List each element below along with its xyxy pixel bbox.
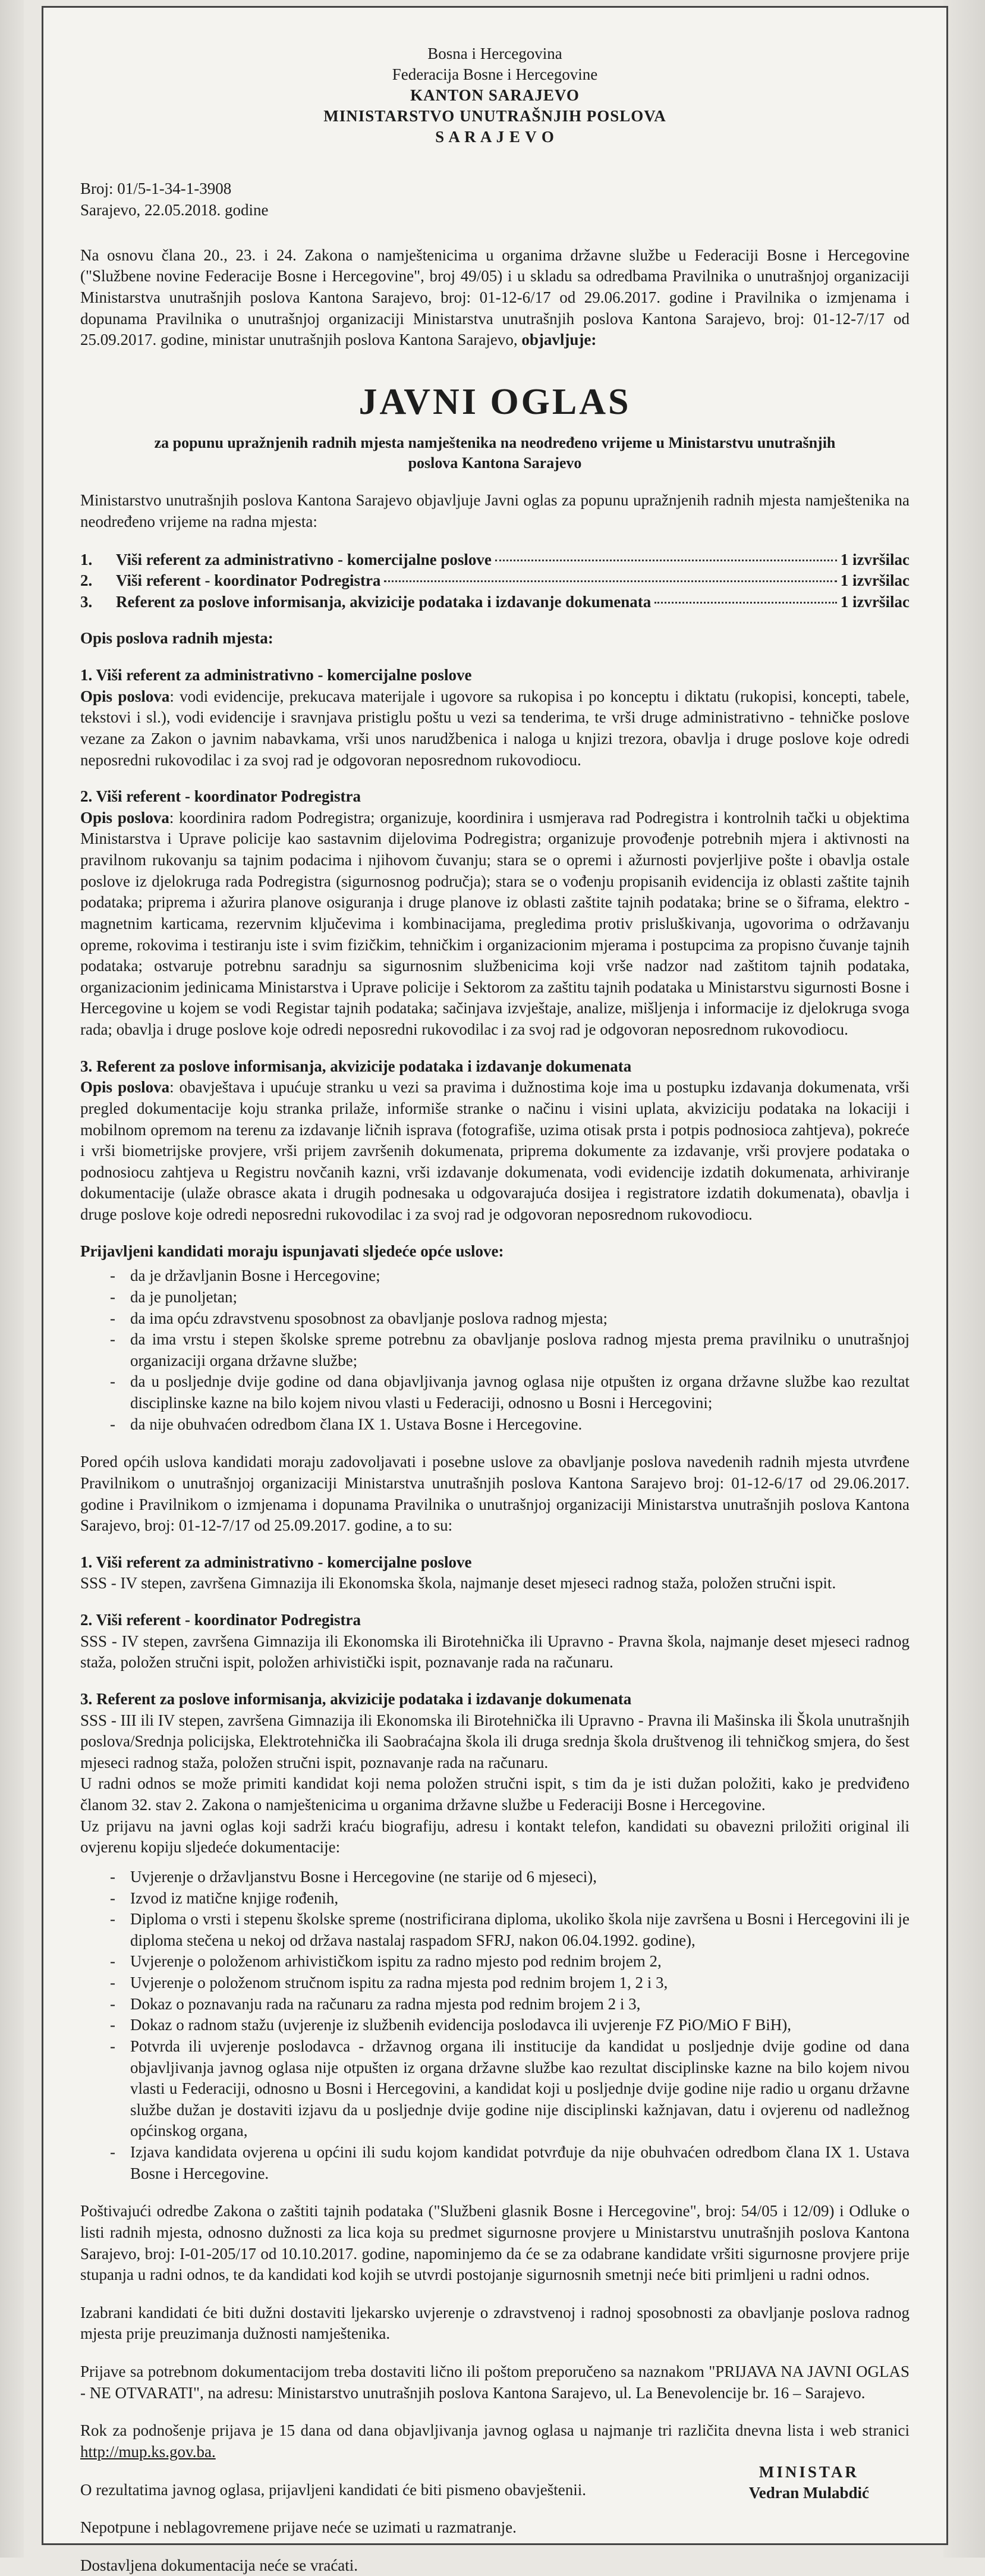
header-line-country: Bosna i Hercegovina — [427, 45, 562, 62]
header-line-federation: Federacija Bosne i Hercegovine — [392, 65, 598, 84]
list-item: - Dokaz o radnom stažu (uvjerenje iz službenih evidencija poslodavca ili uvjerenje FZ PiO/MiO F BiH), — [110, 2015, 910, 2036]
list-item: - Izvod iz matične knjige rođenih, — [110, 1888, 910, 1909]
position-number: 2. — [80, 571, 93, 590]
header-line-canton: KANTON SARAJEVO — [410, 86, 580, 105]
opis-label: Opis poslova — [80, 687, 170, 705]
notice-subtitle: za popunu upražnjenih radnih mjesta namještenika na neodređeno vrijeme u Ministarstvu unutrašnjih poslova Kantona Sarajevo — [154, 433, 836, 472]
opis-label: Opis poslova — [80, 1078, 170, 1097]
general-conditions-list — [80, 1265, 910, 1435]
announce-paragraph: Ministarstvo unutrašnjih poslova Kantona Sarajevo objavljuje Javni oglas za popunu upražnjenih radnih mjesta namještenika na neodređeno vrijeme na radna mjesta: — [80, 491, 910, 530]
list-item: - da ima vrstu i stepen školske spreme potrebnu za obavljanje poslova radnog mjesta prema pravilniku o unutrašnjoj organizaciji organa državne službe; — [110, 1329, 910, 1371]
intro-paragraph — [80, 245, 910, 351]
special-condition-title: 1. Viši referent za administrativno - komercijalne poslove — [80, 1553, 472, 1571]
dot-leader — [384, 580, 836, 582]
list-item: - Diploma o vrsti i stepenu školske spreme (nostrificirana diploma, ukoliko škola nije završena u Bosni i Hercegovini ili je diploma stečena u nekoj od država nastalaj raspadom SFRJ, nakon 06.04.1992. godine), — [110, 1909, 910, 1951]
dot-leader — [654, 602, 837, 604]
job-description-text — [80, 808, 910, 1041]
list-item: - da nije obuhvaćen odredbom člana IX 1. Ustava Bosne i Hercegovine. — [110, 1414, 910, 1435]
notification-paragraph: O rezultatima javnog oglasa, prijavljeni kandidati će biti pismeno obavještenii. — [80, 2480, 587, 2499]
required-documents-list — [80, 1867, 910, 2184]
reference-date: Sarajevo, 22.05.2018. godine — [80, 201, 269, 219]
special-condition-1 — [80, 1552, 910, 1594]
job-description-2 — [80, 786, 910, 1041]
newspaper-right-margin — [943, 0, 985, 2558]
deadline-text: Rok za podnošenje prijava je 15 dana od dana objavljivanja javnog oglasa u najmanje tri različita dnevna lista i web stranici — [80, 2421, 910, 2440]
job-descriptions-heading: Opis poslova radnih mjesta: — [80, 629, 273, 648]
intro-bold: objavljuje: — [521, 331, 597, 349]
special-condition-text: SSS - III ili IV stepen, završena Gimnazija ili Ekonomska ili Birotehnička ili Upravno - Pravna ili Mašinska ili Škola unutrašnjih poslova/Srednja policijska, Elektrotehnička ili Saobraćajna škola ili druga srednja škola društvenog ili tehničkog smjera, do šest mjeseci radnog staža, položen stručni ispit, poznavanje rada na računaru. — [80, 1711, 910, 1771]
list-item: - Uvjerenje o položenom arhivističkom ispitu za radno mjesto pod rednim brojem 2, — [110, 1951, 910, 1972]
job-description-title: 1. Viši referent za administrativno - komercijalne poslove — [80, 666, 472, 684]
special-condition-2 — [80, 1610, 910, 1673]
deadline-paragraph — [80, 2420, 910, 2462]
security-check-paragraph: Poštivajući odredbe Zakona o zaštiti tajnih podataka ("Službeni glasnik Bosne i Hercegovine", broj: 54/05 i 12/09) i Odluke o listi radnih mjesta, odnosno dužnosti za lica koja su predmet sigurnosne provjere u Ministarstvu unutrašnjih poslova Kantona Sarajevo, broj: I-01-205/17 od 10.10.2017. godine, napominjemo da će se za odabrane kandidate vršiti sigurnosne provjere prije stupanja u radni odnos, te da kandidati kod kojih se utvrdi postojanje sigurnosnih smetnji neće biti primljeni u radni odnos. — [80, 2202, 910, 2284]
submission-paragraph: Prijave sa potrebnom dokumentacijom treba dostaviti lično ili poštom preporučeno sa naznakom "PRIJAVA NA JAVNI OGLAS - NE OTVARATI", na adresu: Ministarstvo unutrašnjih poslova Kantona Sarajevo, ul. La Benevolencije br. 16 – Sarajevo. — [80, 2363, 910, 2402]
list-item: - da je državljanin Bosne i Hercegovine; — [110, 1265, 910, 1287]
special-condition-text: SSS - IV stepen, završena Gimnazija ili Ekonomska škola, najmanje deset mjeseci radnog staža, položen stručni ispit. — [80, 1574, 836, 1592]
positions-list — [80, 549, 910, 613]
list-item: - Potvrda ili uvjerenje poslodavca - državnog organa ili institucije da kandidat u posljednje dvije godine od dana objavljivanja javnog oglasa nije otpušten iz organa državne službe kao rezultat disciplinske kazne na bilo kojem nivou vlasti u Federaciji, odnosno u Bosni i Hercegovini, a kandidat koji u posljednje dvije godine nije radio u organu državne službe dužan je dostaviti izjavu da u posljednje dvije godine nije disciplinski kažnjavan, datu i ovjerenu od nadležnog općinskog organa, — [110, 2036, 910, 2142]
special-conditions-intro: Pored općih uslova kandidati moraju zadovoljavati i posebne uslove za obavljanje poslova navedenih radnih mjesta utvrđene Pravilnikom o unutrašnjoj organizaciji Ministarstva unutrašnjih poslova Kantona Sarajevo broj: 01-12-6/17 od 29.06.2017. godine i Pravilnikom o izmjenama i dopunama Pravilnika o unutrašnjoj organizaciji Ministarstva unutrašnjih poslova Kantona Sarajevo, broj: 01-12-7/17 od 25.09.2017. godine, a to su: — [80, 1453, 910, 1535]
opis-label: Opis poslova — [80, 808, 169, 827]
job-description-1 — [80, 665, 910, 771]
intro-text: Na osnovu člana 20., 23. i 24. Zakona o namještenicima u organima državne službe u Federaciji Bosne i Hercegovine ("Službene novine Federacije Bosne i Hercegovine", broj 49/05) i u skladu sa odredbama Pravilnika o unutrašnjoj organizaciji Ministarstva unutrašnjih poslova Kantona Sarajevo, broj: 01-12-6/17 od 29.06.2017. godine i Pravilnika o izmjenama i dopunama Pravilnika o unutrašnjoj organizaciji Ministarstva unutrašnjih poslova Kantona Sarajevo, broj: 01-12-7/17 od 25.09.2017. godine, ministar unutrašnjih poslova Kantona Sarajevo, — [80, 246, 910, 349]
position-number: 3. — [80, 592, 93, 611]
list-item: - Izjava kandidata ovjerena u općini ili sudu kojom kandidat potvrđuje da nije obuhvaćen odredbom člana IX 1. Ustava Bosne i Hercegovine. — [110, 2142, 910, 2184]
special-condition-text: SSS - IV stepen, završena Gimnazija ili Ekonomska ili Birotehnička ili Upravno - Pravna škola, najmanje deset mjeseci radnog staža, položen stručni ispit, položen arhivistički ispit, poznavanje rada na računaru. — [80, 1632, 910, 1672]
position-title: Viši referent - koordinator Podregistra — [116, 571, 381, 590]
position-title: Viši referent za administrativno - komercijalne poslove — [116, 550, 492, 568]
document-header — [80, 43, 910, 147]
newspaper-left-margin — [0, 0, 24, 2558]
special-condition-3 — [80, 1689, 910, 1858]
job-description-text — [80, 686, 910, 771]
position-count: 1 izvršilac — [840, 571, 910, 590]
special-condition-title: 3. Referent za poslove informisanja, akvizicije podataka i izdavanje dokumenata — [80, 1689, 632, 1708]
exam-note: U radni odnos se može primiti kandidat koji nema položen stručni ispit, s tim da je isti dužan položiti, kako je predviđeno članom 32. stav 2. Zakona o namještenicima u organima državne službe u Federaciji Bosne i Hercegovine. — [80, 1774, 910, 1814]
notice-title: JAVNI OGLAS — [358, 381, 631, 422]
header-line-city: S A R A J E V O — [435, 128, 555, 146]
website-link[interactable]: http://mup.ks.gov.ba. — [80, 2442, 216, 2461]
list-item: - Uvjerenje o državljanstvu Bosne i Hercegovine (ne starije od 6 mjeseci), — [110, 1867, 910, 1888]
signature-name: Vedran Mulabdić — [748, 2484, 869, 2502]
list-item: - Uvjerenje o položenom stručnom ispitu za radna mjesta pod rednim brojem 1, 2 i 3, — [110, 1972, 910, 1994]
header-line-ministry: MINISTARSTVO UNUTRAŠNJIH POSLOVA — [323, 107, 666, 125]
job-description-text — [80, 1077, 910, 1225]
general-conditions-heading: Prijavljeni kandidati moraju ispunjavati sljedeće opće uslove: — [80, 1242, 504, 1260]
medical-certificate-paragraph: Izabrani kandidati će biti dužni dostaviti ljekarsko uvjerenje o zdravstvenoj i radnoj sposobnosti za obavljanje poslova radnog mjesta prije preuzimanja dužnosti namještenika. — [80, 2303, 910, 2343]
special-condition-title: 2. Viši referent - koordinator Podregistra — [80, 1611, 361, 1629]
reference-number: Broj: 01/5-1-34-1-3908 — [80, 180, 232, 198]
incomplete-applications-paragraph: Nepotpune i neblagovremene prijave neće se uzimati u razmatranje. — [80, 2518, 517, 2537]
job-description-body: : vodi evidencije, prekucava materijale i ugovore sa rukopisa i po konceptu i diktatu (rukopisi, koncepti, tabele, tekstovi i sl.), vodi evidencije i sravnjava pristiglu poštu u vezi sa tenderima, te vrši druge administrativno - tehničke poslove vezane za Zakon o javnim nabavkama, vrši unos narudžbenica i naloga u knjizi trezora, obavlja i druge poslove koje odredi neposredni rukovodilac i za svoj rad je odgovoran neposrednom rukovodiocu. — [80, 687, 910, 769]
position-number: 1. — [80, 550, 93, 568]
job-description-3 — [80, 1056, 910, 1226]
position-row — [80, 592, 910, 613]
list-item: - da u posljednje dvije godine od dana objavljivanja javnog oglasa nije otpušten iz organa državne službe kao rezultat disciplinske kazne na bilo kojem nivou vlasti u Federaciji, odnosno u Bosni i Hercegovini; — [110, 1371, 910, 1413]
job-description-title: 2. Viši referent - koordinator Podregistra — [80, 787, 361, 806]
list-item: - da je punoljetan; — [110, 1287, 910, 1308]
reference-block — [80, 178, 910, 221]
list-item: - Dokaz o poznavanju rada na računaru za radna mjesta pod rednim brojem 2 i 3, — [110, 1994, 910, 2015]
job-description-body: : obavještava i upućuje stranku u vezi sa pravima i dužnostima koje ima u postupku izdavanja dokumenata, vrši pregled dokumentacije koju stranka prilaže, informiše stranke o načinu i visini uplata, akviziciju podataka na lokaciji i mobilnom opremom na terenu za izdavanje ličnih isprava (fotografiše, uzima otisak prsta i potpis podnosioca zahtjeva), pokreće i vrši biometrijske provjere, vrši prijem završenih dokumenata, priprema dokumente za izdavanje, vrši provjere podataka o podnosiocu zahtjeva u Registru novčanih kazni, vrši izdavanje dokumenata, vodi evidencije izdatih dokumenata, arhiviranje dokumentacije (ulaže obrasce akata i drugih podnesaka u odgovarajuća dosijea i registratore izdatih dokumenata), obavlja i druge poslove koje odredi neposredni rukovodilac i za svoj rad je odgovoran neposrednom rukovodiocu. — [80, 1078, 910, 1224]
job-description-title: 3. Referent za poslove informisanja, akvizicije podataka i izdavanje dokumenata — [80, 1057, 632, 1075]
position-row — [80, 549, 910, 571]
position-count: 1 izvršilac — [840, 592, 910, 611]
list-item: - da ima opću zdravstvenu sposobnost za obavljanje poslova radnog mjesta; — [110, 1308, 910, 1330]
public-notice-document — [42, 6, 948, 2574]
application-docs-intro: Uz prijavu na javni oglas koji sadrži kraću biografiju, adresu i kontakt telefon, kandidati su obavezni priložiti original ili ovjerenu kopiju sljedeće dokumentacije: — [80, 1817, 910, 1856]
signature-block — [749, 2462, 869, 2504]
documents-not-returned-paragraph: Dostavljena dokumentacija neće se vraćati. — [80, 2556, 358, 2574]
signature-role: MINISTAR — [759, 2462, 859, 2481]
position-row — [80, 570, 910, 592]
position-count: 1 izvršilac — [840, 550, 910, 568]
dot-leader — [495, 560, 837, 561]
position-title: Referent za poslove informisanja, akvizicije podataka i izdavanje dokumenata — [116, 592, 652, 611]
job-description-body: : koordinira radom Podregistra; organizuje, koordinira i usmjerava rad Podregistra i kontrolnih tački u objektima Ministarstva i Uprave policije kao sastavnim dijelovima Podregistra; organizuje provođenje potrebnih mjera i aktivnosti na pravilnom rukovanju sa tajnim podacima i njihovom čuvanju; stara se o opremi i ažurnosti povjerljive pošte i obavlja ostale poslove iz djelokruga rada Podregistra (sigurnosnog područja); stara se o vođenju propisanih evidencija iz oblasti zaštite tajnih podataka; priprema i ažurira planove osiguranja i druge planove iz oblasti zaštite tajnih podataka; brine se o šiframa, elektro - magnetnim karticama, rezervnim ključevima i kombinacijama, pregledima protiv prisluškivanja, ugovorima o održavanju opreme, rokovima i testiranju iste i svim fizičkim, tehničkim i organizacionim mjerama i postupcima za propisno čuvanje tajnih podataka; ostvaruje potrebnu saradnju sa sigurnosnim službenicima koji vrše nadzor nad zaštitom tajnih podataka, organizacionim jedinicama Ministarstva i Uprave policije i Sektorom za zaštitu tajnih podataka u Ministarstvu sigurnosti Bosne i Hercegovine u kojem se vodi Registar tajnih podataka; sačinjava izvještaje, analize, mišljenja i informacije iz djelokruga svoga rada; obavlja i druge poslove koje odredi neposredni rukovodilac i za svoj rad je odgovoran neposrednom rukovodiocu. — [80, 808, 910, 1039]
